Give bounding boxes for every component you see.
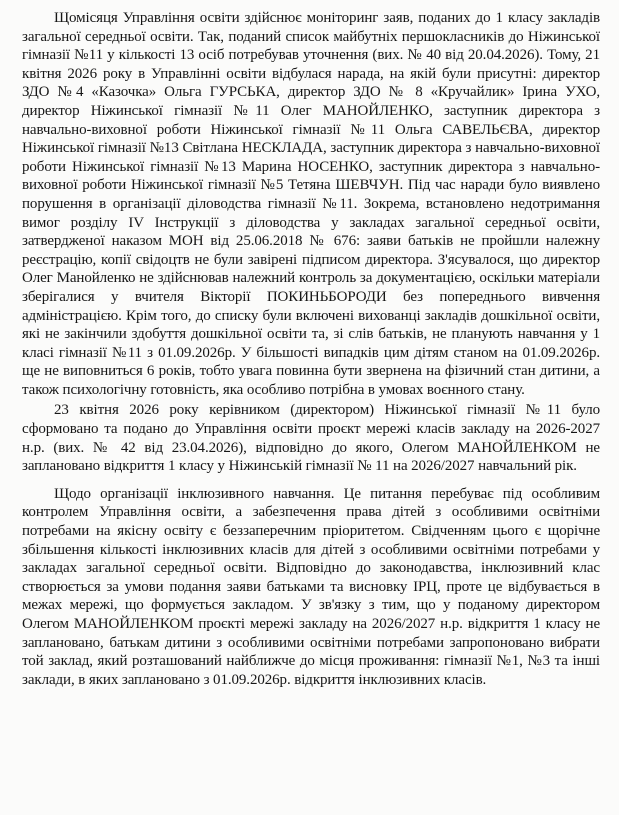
document-body	[22, 9, 600, 689]
paragraph-network-project: 23 квітня 2026 року керівником (директором) Ніжинської гімназії №11 було сформовано та подано до Управління освіти проєкт мережі класів закладу на 2026-2027 н.р. (вих. № 42 від 23.04.2026), відповідно до якого, Олегом МАНОЙЛЕНКОМ не заплановано відкриття 1 класу у Ніжинській гімназії № 11 на 2026/2027 навчальний рік.	[22, 402, 600, 475]
paragraph-inclusive-education: Щодо організації інклюзивного навчання. Це питання перебуває під особливим контролем Управління освіти, а забезпечення права дітей з особливими освітніми потребами на якісну освіту є беззаперечним пріоритетом. Свідченням цього є щорічне збільшення кількості інклюзивних класів для дітей з особливими освітніми потребами у закладах загальної середньої освіти. Відповідно до законодавства, інклюзивний клас створюється за умови подання заяви батьками та висновку ІРЦ, проте це відбувається в межах мережі, що формується закладом. У зв'язку з тим, що у поданому директором Олегом МАНОЙЛЕНКОМ проєкті мережі закладу на 2026/2027 н.р. відкриття 1 класу не заплановано, батькам дитини з особливими освітніми потребами запропоновано вибрати той заклад, який розташований найближче до місця проживання: гімназії №1, №3 та інші заклади, в яких заплановано з 01.09.2026р. відкриття інклюзивних класів.	[22, 485, 600, 688]
paragraph-monitoring: Щомісяця Управління освіти здійснює моніторинг заяв, поданих до 1 класу закладів загальної середньої освіти. Так, поданий список майбутніх першокласників до Ніжинської гімназії №11 у кількості 13 осіб потребував уточнення (вих. № 40 від 20.04.2026). Тому, 21 квітня 2026 року в Управлінні освіти відбулася нарада, на якій були присутні: директор ЗДО №4 «Казочка» Ольга ГУРСЬКА, директор ЗДО № 8 «Кручайлик» Ірина УХО, директор Ніжинської гімназії №11 Олег МАНОЙЛЕНКО, заступник директора з навчально-виховної роботи Ніжинської гімназії №11 Ольга САВЕЛЬЄВА, директор Ніжинської гімназії №13 Світлана НЕСКЛАДА, заступник директора з навчально-виховної роботи Ніжинської гімназії №13 Марина НОСЕНКО, заступник директора з навчально-виховної роботи Ніжинської гімназії №5 Тетяна ШЕВЧУН. Під час наради було виявлено порушення в організації діловодства гімназії №11. Зокрема, встановлено недотримання вимог розділу IV Інструкції з діловодства у закладах загальної середньої освіти, затвердженої наказом МОН від 25.06.2018 № 676: заяви батьків не пройшли належну реєстрацію, копії свідоцтв не були завірені підписом директора. З'ясувалося, що директор Олег Манойленко не здійснював належний контроль за документацією, оскільки матеріали зберігалися у вчителя Вікторії ПОКИНЬБОРОДИ без попереднього вивчення адміністрацією. Крім того, до списку були включені вихованці закладів дошкільної освіти, які не закінчили здобуття дошкільної освіти та, зі слів батьків, не планують навчання у 1 класі гімназії №11 з 01.09.2026р. У більшості випадків цим дітям станом на 01.09.2026р. ще не виповниться 6 років, тобто увага повинна бути звернена на фізичний стан дитини, а також психологічну готовність, яка особливо потрібна в умовах воєнного стану.	[22, 10, 600, 398]
